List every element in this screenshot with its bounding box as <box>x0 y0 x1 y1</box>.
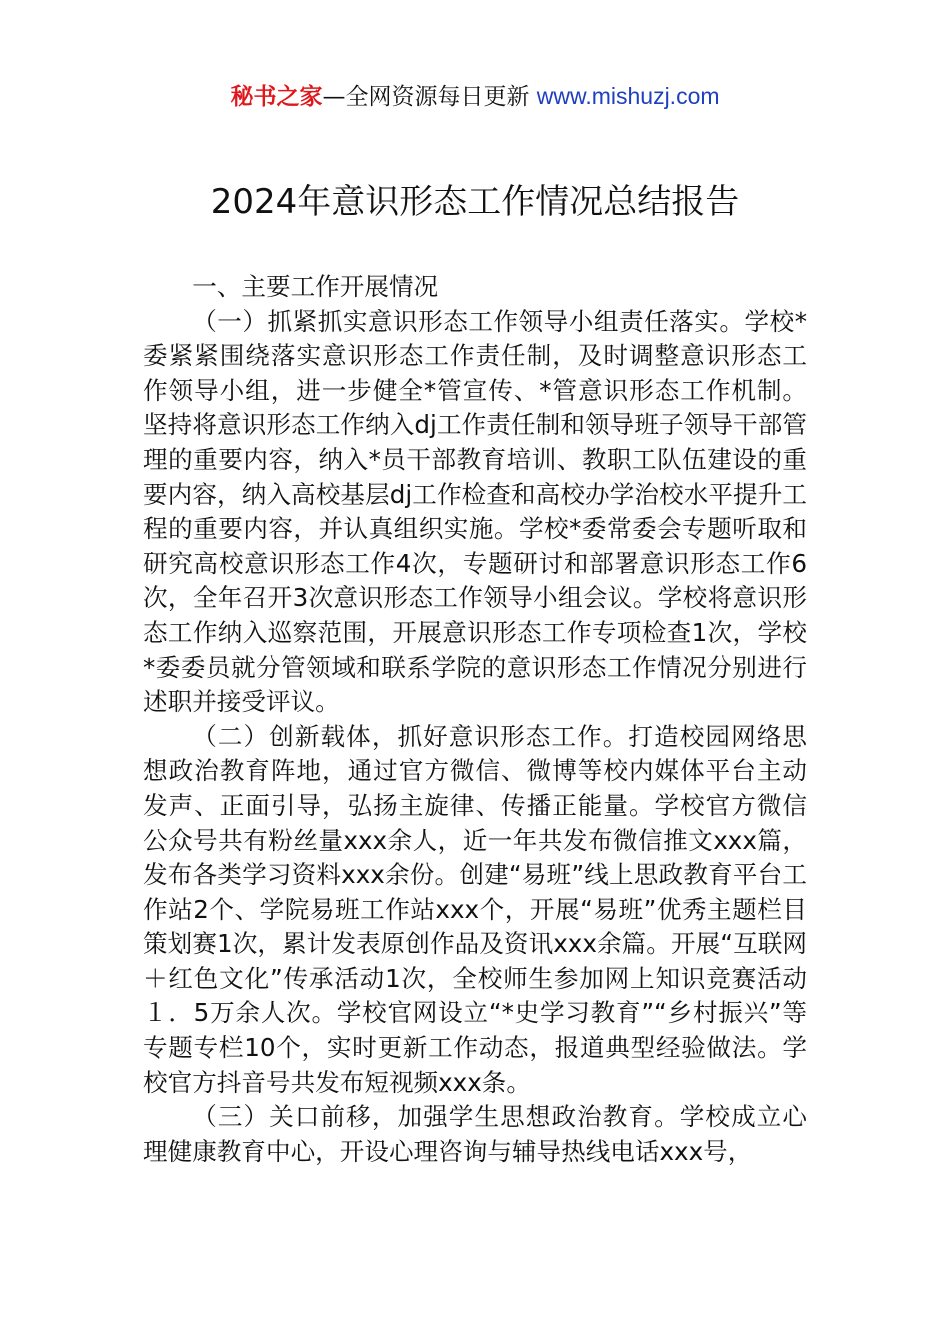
header-tagline: —全网资源每日更新 <box>322 84 530 110</box>
paragraph-1: （一）抓紧抓实意识形态工作领导小组责任落实。学校*委紧紧围绕落实意识形态工作责任制，及时调整意识形态工作领导小组，进一步健全*管宣传、*管意识形态工作机制。坚持将意识形态工作纳入dj工作责任制和领导班子领导干部管理的重要内容，纳入*员干部教育培训、教职工队伍建设的重要内容，纳入高校基层dj工作检查和高校办学治校水平提升工程的重要内容，并认真组织实施。学校*委常委会专题听取和研究高校意识形态工作4次，专题研讨和部署意识形态工作6次，全年召开3次意识形态工作领导小组会议。学校将意识形态工作纳入巡察范围，开展意识形态工作专项检查1次，学校*委委员就分管领域和联系学院的意识形态工作情况分别进行述职并接受评议。 <box>143 306 807 717</box>
section-heading: 一、主要工作开展情况 <box>192 272 439 301</box>
document-body <box>143 270 807 1169</box>
site-url-link[interactable]: www.mishuzj.com <box>536 83 720 109</box>
paragraph-3: （三）关口前移，加强学生思想政治教育。学校成立心理健康教育中心，开设心理咨询与辅导热线电话xxx号， <box>143 1102 807 1166</box>
document-title: 2024年意识形态工作情况总结报告 <box>210 182 740 222</box>
paragraph-2: （二）创新载体，抓好意识形态工作。打造校园网络思想政治教育阵地，通过官方微信、微博等校内媒体平台主动发声、正面引导，弘扬主旋律、传播正能量。学校官方微信公众号共有粉丝量xxx余人，近一年共发布微信推文xxx篇，发布各类学习资料xxx余份。创建“易班”线上思政教育平台工作站2个、学院易班工作站xxx个，开展“易班”优秀主题栏目策划赛1次，累计发表原创作品及资讯xxx余篇。开展“互联网＋红色文化”传承活动1次，全校师生参加网上知识竞赛活动１．5万余人次。学校官网设立“*史学习教育”“乡村振兴”等专题专栏10个，实时更新工作动态，报道典型经验做法。学校官方抖音号共发布短视频xxx条。 <box>143 721 807 1097</box>
site-header-banner <box>0 80 950 113</box>
brand-name: 秘书之家 <box>230 84 323 110</box>
